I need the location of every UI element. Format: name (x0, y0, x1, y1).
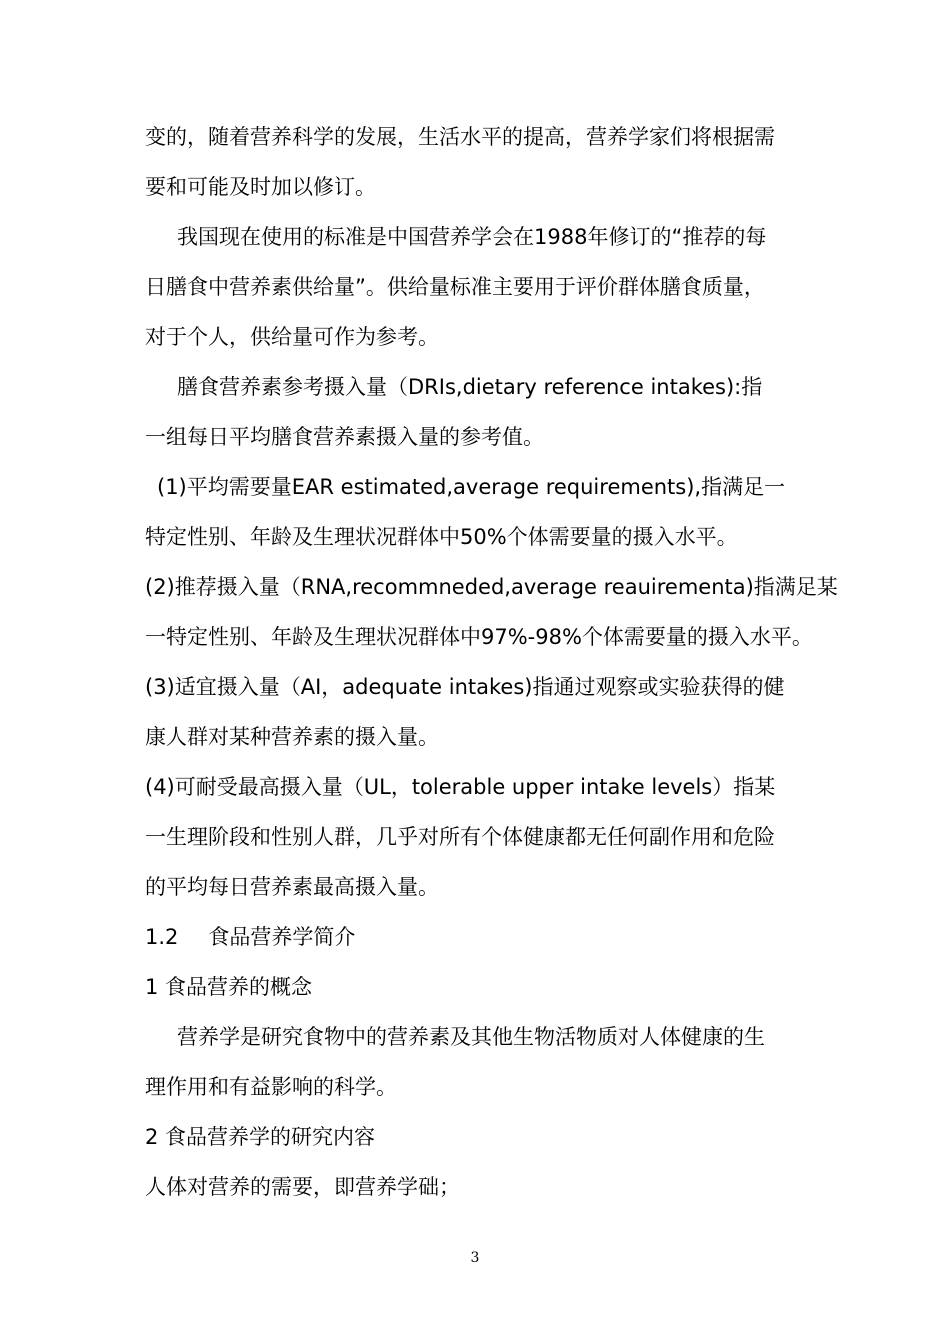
page-number: 3 (470, 1250, 480, 1266)
section-title: 食品营养学简介 (208, 925, 356, 949)
definition-line: (3)适宜摄入量（AI，adequate intakes)指通过观察或实验获得的健 (145, 675, 785, 699)
definition-line: 一生理阶段和性别人群，几乎对所有个体健康都无任何副作用和危险 (145, 825, 775, 849)
paragraph-line: 日膳食中营养素供给量”。供给量标准主要用于评价群体膳食质量， (145, 275, 765, 299)
subsection-heading: 2 食品营养学的研究内容 (145, 1125, 376, 1149)
paragraph-line: 膳食营养素参考摄入量（DRIs,dietary reference intakes):指 (177, 375, 763, 399)
paragraph-line: 我国现在使用的标准是中国营养学会在1988年修订的“推荐的每 (177, 225, 767, 249)
definition-line: 康人群对某种营养素的摄入量。 (145, 725, 439, 749)
paragraph-line: 对于个人，供给量可作为参考。 (145, 325, 439, 349)
section-number: 1.2 (145, 925, 179, 949)
paragraph-line: 一组每日平均膳食营养素摄入量的参考值。 (145, 425, 544, 449)
paragraph-line: 理作用和有益影响的科学。 (145, 1075, 397, 1099)
section-heading (145, 912, 810, 962)
definition-line: 的平均每日营养素最高摄入量。 (145, 875, 439, 899)
definition-line: 特定性别、年龄及生理状况群体中50%个体需要量的摄入水平。 (145, 525, 738, 549)
definition-line: (4)可耐受最高摄入量（UL，tolerable upper intake levels）指某 (145, 775, 776, 799)
paragraph-line: 变的，随着营养科学的发展，生活水平的提高，营养学家们将根据需 (145, 125, 775, 149)
paragraph-line: 人体对营养的需要，即营养学础； (145, 1175, 460, 1199)
definition-line: (2)推荐摄入量（RNA,recommneded,average reauirementa)指满足某 (145, 575, 838, 599)
definition-line: 一特定性别、年龄及生理状况群体中97%-98%个体需要量的摄入水平。 (145, 625, 813, 649)
paragraph-line: 营养学是研究食物中的营养素及其他生物活物质对人体健康的生 (177, 1025, 765, 1049)
document-body (145, 112, 838, 1212)
definition-line: (1)平均需要量EAR estimated,average requirements),指满足一 (157, 475, 786, 499)
subsection-heading: 1 食品营养的概念 (145, 975, 313, 999)
paragraph-line: 要和可能及时加以修订。 (145, 175, 376, 199)
